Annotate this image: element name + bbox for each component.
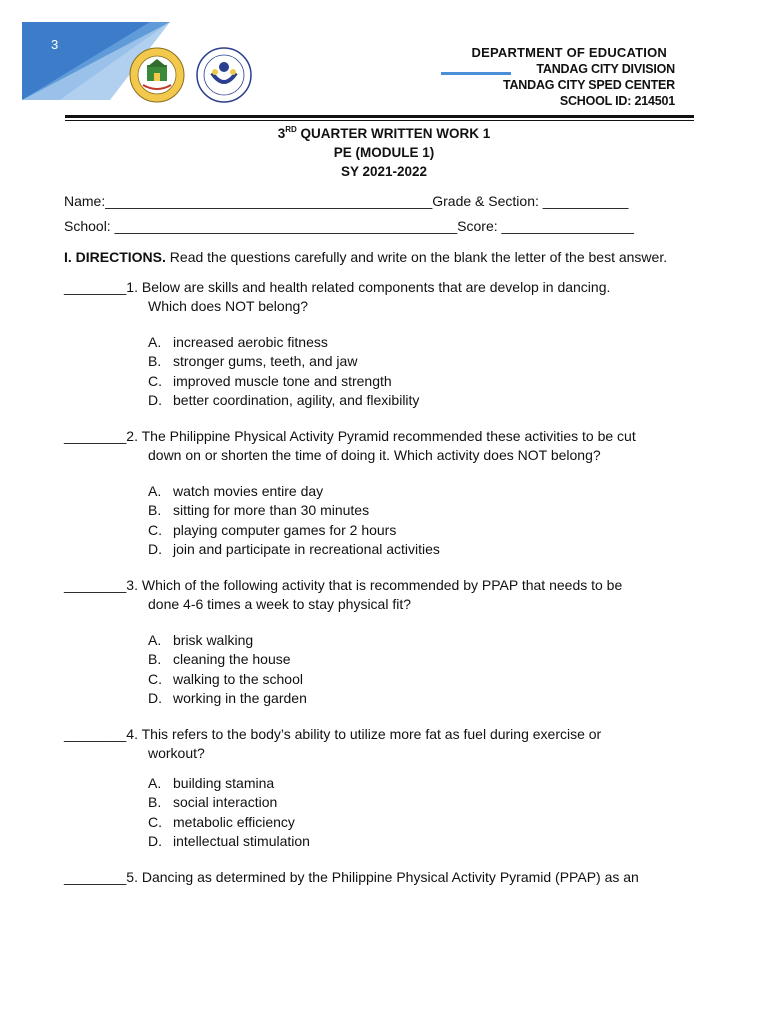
option: B. stronger gums, teeth, and jaw (148, 353, 358, 369)
question-stem: ________2. The Philippine Physical Activity Pyramid recommended these activities to be cut (64, 427, 636, 444)
school-id: SCHOOL ID: 214501 (559, 94, 675, 108)
option: A. brisk walking (148, 631, 254, 648)
option: C. improved muscle tone and strength (148, 372, 392, 389)
option: D. working in the garden (148, 690, 307, 706)
title-line-1: 3RD QUARTER WRITTEN WORK 1 (277, 125, 491, 141)
option: B. social interaction (148, 794, 278, 810)
option: B. cleaning the house (148, 651, 291, 667)
accent-bar (441, 72, 511, 75)
options-list (64, 631, 694, 709)
option: A. building stamina (148, 774, 275, 791)
school-score-field[interactable]: School: ____________________________________________Score: _________________ (64, 217, 634, 234)
option: A. increased aerobic fitness (148, 333, 328, 350)
option: B. sitting for more than 30 minutes (148, 502, 370, 518)
question-2 (64, 427, 694, 560)
option: C. walking to the school (148, 670, 303, 687)
title-line-3: SY 2021-2022 (340, 164, 428, 179)
options-list (64, 333, 694, 411)
directions (64, 248, 694, 268)
school-header (472, 45, 676, 109)
name-grade-field[interactable]: Name:__________________________________________Grade & Section: ___________ (64, 193, 629, 209)
question-stem-cont: workout? (148, 745, 205, 761)
header-rule (65, 115, 694, 118)
question-stem-cont: done 4-6 times a week to stay physical fit? (148, 596, 412, 612)
option: A. watch movies entire day (148, 482, 324, 499)
option: D. join and participate in recreational activities (148, 541, 440, 557)
options-list (64, 482, 694, 560)
question-stem-cont: Which does NOT belong? (148, 298, 309, 314)
deped-seal-icon (129, 47, 185, 103)
directions-label: I. DIRECTIONS. (64, 249, 166, 265)
question-stem: ________4. This refers to the body’s ability to utilize more fat as fuel during exercise or (64, 725, 602, 742)
division-name: TANDAG CITY DIVISION (536, 62, 675, 76)
option: D. better coordination, agility, and flexibility (148, 392, 420, 408)
question-4 (64, 725, 694, 852)
option: C. playing computer games for 2 hours (148, 521, 397, 538)
question-stem: ________3. Which of the following activity that is recommended by PPAP that needs to be (64, 576, 623, 593)
center-name: TANDAG CITY SPED CENTER (502, 78, 675, 92)
directions-text: Read the questions carefully and write on the blank the letter of the best answer. (165, 249, 668, 265)
option: C. metabolic efficiency (148, 813, 295, 830)
options-list (64, 774, 694, 852)
student-fields (64, 192, 694, 236)
sped-center-seal-icon (196, 47, 252, 103)
question-3 (64, 576, 694, 709)
question-stem-cont: down on or shorten the time of doing it. Which activity does NOT belong? (148, 447, 601, 463)
question-stem: ________5. Dancing as determined by the Philippine Physical Activity Pyramid (PPAP) as an (64, 868, 639, 885)
question-1 (64, 278, 694, 411)
question-stem: ________1. Below are skills and health related components that are develop in dancing. (64, 278, 611, 295)
option: D. intellectual stimulation (148, 833, 310, 849)
department-name: DEPARTMENT OF EDUCATION (471, 45, 667, 60)
page-number: 3 (51, 37, 59, 52)
question-5 (64, 868, 694, 888)
title-line-2: PE (MODULE 1) (333, 145, 435, 160)
worksheet-title (0, 120, 768, 181)
worksheet-body (64, 192, 694, 887)
